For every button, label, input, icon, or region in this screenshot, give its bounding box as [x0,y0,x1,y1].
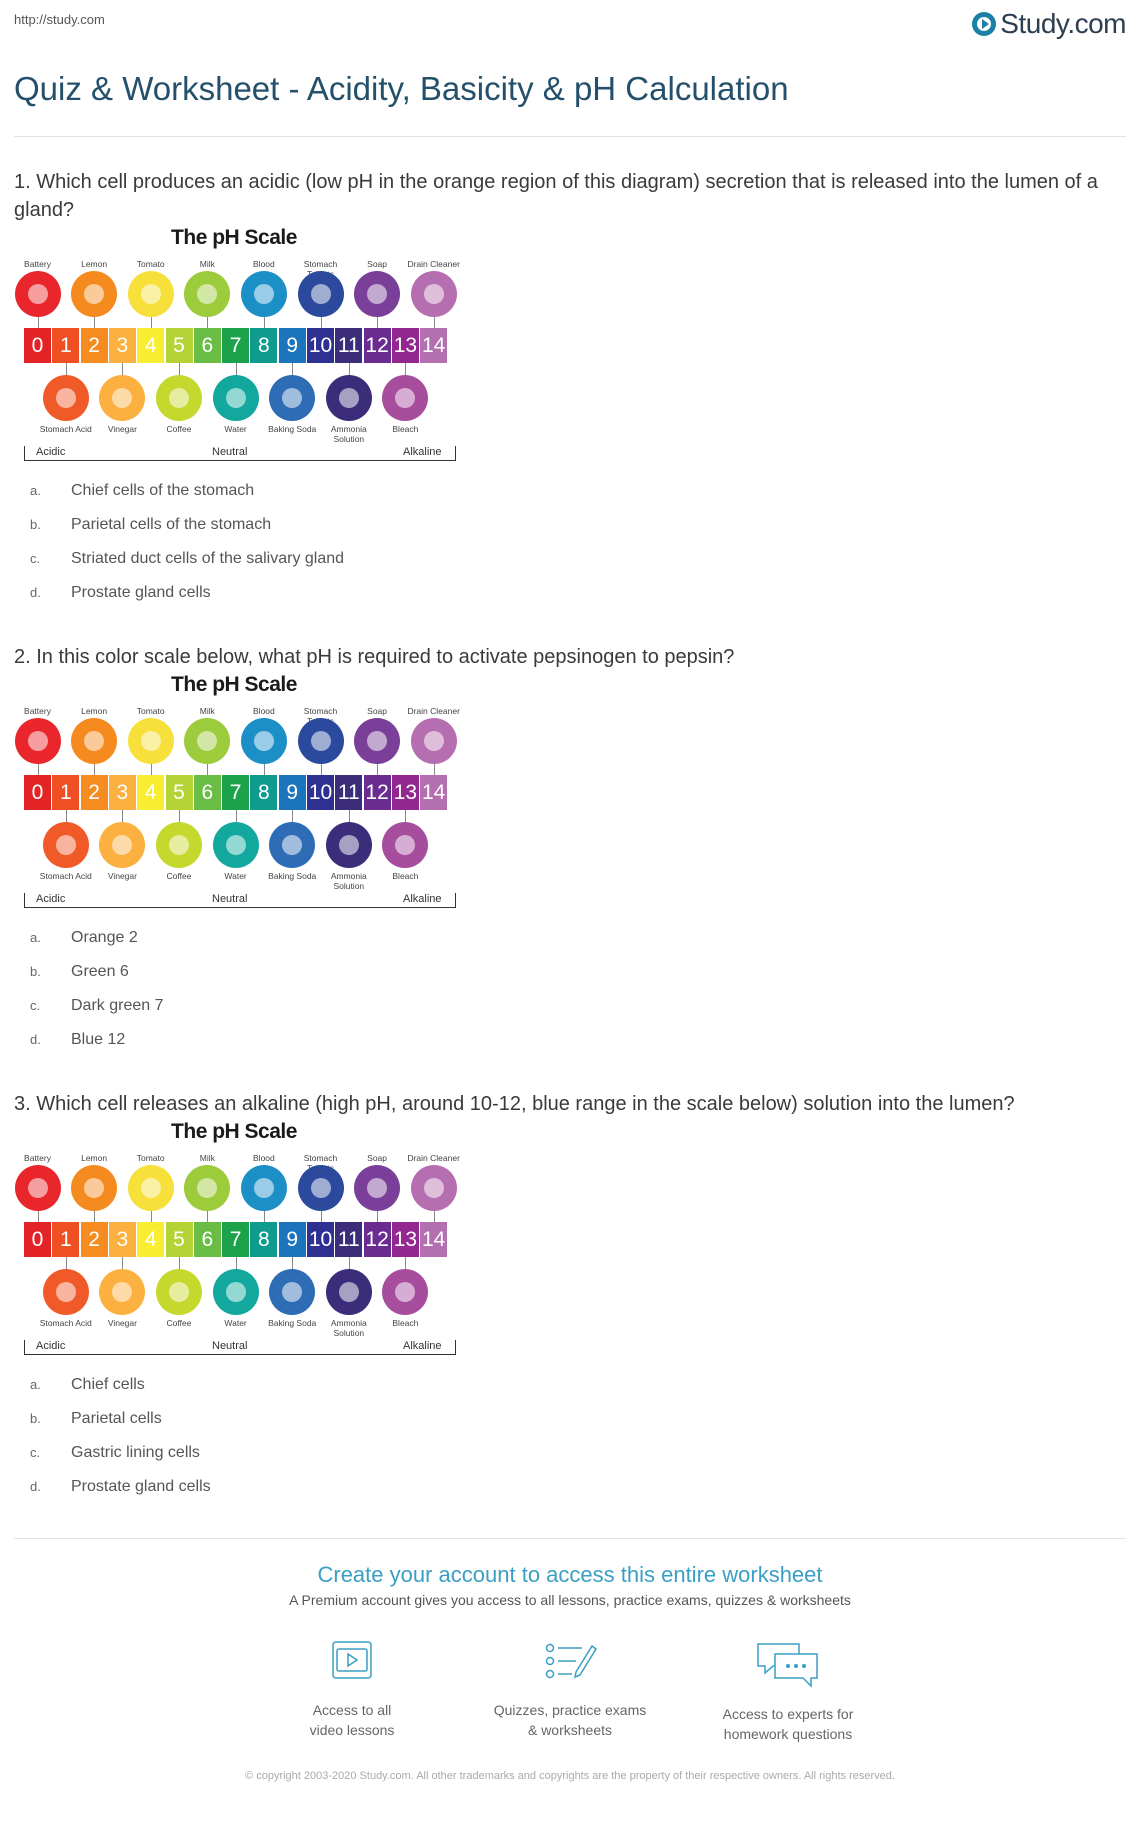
ph-value-box: 4 [137,328,164,363]
soap-icon [354,1165,400,1211]
chat-bubbles-icon [755,1640,821,1690]
stomach-acid-icon [43,1269,89,1315]
ph-value-box: 1 [52,775,79,810]
ph-item-label: Drain Cleaner [407,706,460,716]
option-letter: b. [30,517,41,532]
option-letter: d. [30,585,41,600]
ph-value-box: 12 [364,328,391,363]
ph-axis-tick [24,1340,25,1354]
divider [14,1538,1126,1539]
ph-value-box: 6 [194,328,221,363]
ph-value-box: 9 [279,1222,306,1257]
ph-item-label: Bleach [392,1318,419,1328]
ph-item-label: Water [224,871,247,881]
option-d[interactable] [30,1478,211,1512]
option-b[interactable] [30,516,344,550]
option-text: Prostate gland cells [71,1478,211,1495]
ph-value-box: 1 [52,1222,79,1257]
battery-icon [15,271,61,317]
tomato-icon [128,718,174,764]
ph-item-label: Stomach Acid [39,424,92,434]
milk-icon [184,1165,230,1211]
divider [14,136,1126,137]
ph-axis-tick [24,893,25,907]
ph-item-label: Bleach [392,424,419,434]
ph-item-label: Stomach [303,706,338,716]
stomach-tablets-icon [298,718,344,764]
ph-item-label: Soap [367,706,388,716]
stomach-tablets-icon [298,271,344,317]
ammonia-flask-icon [326,822,372,868]
option-letter: b. [30,1411,41,1426]
option-text: Parietal cells [71,1410,162,1427]
play-circle-icon [972,12,996,36]
bleach-icon [382,822,428,868]
ph-item-label: Blood [253,706,275,716]
ph-item-label: Vinegar [107,1318,137,1328]
question-3-text: 3. Which cell releases an alkaline (high pH, around 10-12, blue range in the scale below) solution into the lumen? [14,1093,1015,1115]
water-icon [213,1269,259,1315]
feature-label-line: Access to all [312,1702,392,1718]
ph-value-box: 2 [81,1222,108,1257]
ph-value-box: 13 [392,775,419,810]
ph-item-label: Lemon [81,259,108,269]
ph-item-label: Lemon [81,1153,108,1163]
option-c[interactable] [30,550,344,584]
option-text: Gastric lining cells [71,1444,200,1461]
ph-value-box: 3 [109,328,136,363]
feature-label-line: video lessons [309,1722,395,1738]
video-lesson-icon [327,1640,377,1686]
ph-value-box: 7 [222,1222,249,1257]
drain-cleaner-icon [411,271,457,317]
ph-value-box: 5 [166,775,193,810]
bleach-icon [382,1269,428,1315]
ph-axis-label-neutral: Neutral [212,446,248,458]
ph-item-label: Stomach Acid [39,1318,92,1328]
option-letter: a. [30,1377,41,1392]
ph-item-label: Baking Soda [268,871,317,881]
option-text: Chief cells of the stomach [71,482,255,499]
ph-item-label: Soap [367,1153,388,1163]
ph-value-box: 14 [420,328,447,363]
ph-value-box: 0 [24,775,51,810]
ph-item-label: Battery [24,259,51,269]
promo-title[interactable]: Create your account to access this entire worksheet [317,1562,823,1587]
ph-item-label: Stomach [303,1153,338,1163]
feature-quizzes [470,1640,670,1740]
option-c[interactable] [30,1444,211,1478]
ph-item-label: Drain Cleaner [407,259,460,269]
option-letter: c. [30,551,41,566]
option-letter: d. [30,1479,41,1494]
ph-value-box: 4 [137,1222,164,1257]
ph-value-box: 12 [364,1222,391,1257]
quiz-checklist-icon [542,1640,598,1686]
option-b[interactable] [30,963,164,997]
ph-item-label: Milk [199,259,215,269]
water-icon [213,822,259,868]
ph-item-label: Coffee [166,871,192,881]
ph-item-label: Water [224,1318,247,1328]
ph-value-box: 10 [307,1222,334,1257]
ph-axis-tick [455,893,456,907]
drain-cleaner-icon [411,718,457,764]
ph-scale-title: The pH Scale [171,226,297,249]
ph-item-label: Coffee [166,424,192,434]
ph-axis-label-alkaline: Alkaline [403,1340,442,1352]
question-3-options [30,1376,211,1512]
option-a[interactable] [30,482,344,516]
ph-value-box: 11 [335,1222,362,1257]
ph-item-label: Baking Soda [268,1318,317,1328]
ammonia-flask-icon [326,1269,372,1315]
blood-tube-icon [241,1165,287,1211]
ph-item-label: Tomato [136,706,165,716]
ph-item-label: Milk [199,1153,215,1163]
ph-axis-label-neutral: Neutral [212,893,248,905]
option-text: Green 6 [71,963,129,980]
ph-item-label: Ammonia Solution [330,1318,367,1338]
question-1-options [30,482,344,618]
ph-value-box: 5 [166,1222,193,1257]
option-c[interactable] [30,997,164,1031]
option-letter: b. [30,964,41,979]
ph-value-box: 0 [24,328,51,363]
ph-value-box: 11 [335,775,362,810]
site-url[interactable]: http://study.com [14,12,105,27]
ph-value-box: 5 [166,328,193,363]
copyright: © copyright 2003-2020 Study.com. All other trademarks and copyrights are the property of their respective owners. All rights reserved. [245,1770,895,1782]
soap-icon [354,718,400,764]
ph-value-box: 10 [307,328,334,363]
ammonia-flask-icon [326,375,372,421]
feature-label-line: homework questions [723,1726,853,1742]
ph-value-box: 6 [194,775,221,810]
ph-item-label: Drain Cleaner [407,1153,460,1163]
ph-item-label: Coffee [166,1318,192,1328]
ph-axis-tick [455,446,456,460]
ph-scale-figure [14,224,479,474]
ph-axis-label-acidic: Acidic [36,446,66,458]
ph-scale-title: The pH Scale [171,1120,297,1143]
coffee-icon [156,822,202,868]
ph-value-box: 13 [392,1222,419,1257]
ph-axis-label-acidic: Acidic [36,1340,66,1352]
ph-value-box: 13 [392,328,419,363]
ph-value-box: 7 [222,328,249,363]
ph-item-label: Tomato [136,1153,165,1163]
baking-soda-icon [269,1269,315,1315]
ph-value-box: 12 [364,775,391,810]
ph-value-box: 11 [335,328,362,363]
feature-experts [688,1640,888,1744]
option-d[interactable] [30,1031,164,1065]
ph-value-box: 10 [307,775,334,810]
ph-value-box: 6 [194,1222,221,1257]
page-title: Quiz & Worksheet - Acidity, Basicity & pH Calculation [14,70,789,107]
logo-text: Study.com [1000,8,1126,39]
ph-item-label: Vinegar [107,424,137,434]
option-text: Striated duct cells of the salivary gland [71,550,345,567]
stomach-acid-icon [43,375,89,421]
soap-icon [354,271,400,317]
option-text: Dark green 7 [71,997,164,1014]
ph-item-label: Baking Soda [268,424,317,434]
ph-value-box: 8 [250,1222,277,1257]
option-text: Chief cells [71,1376,145,1393]
battery-icon [15,1165,61,1211]
ph-item-label: Bleach [392,871,419,881]
stomach-acid-icon [43,822,89,868]
ph-value-box: 3 [109,775,136,810]
option-letter: a. [30,483,41,498]
option-a[interactable] [30,1376,211,1410]
ph-scale-figure [14,671,479,921]
tomato-icon [128,271,174,317]
option-text: Prostate gland cells [71,584,211,601]
feature-label-line: Access to experts for [722,1706,854,1722]
coffee-icon [156,375,202,421]
option-letter: c. [30,1445,41,1460]
ph-axis-line [24,460,456,461]
ph-value-box: 8 [250,775,277,810]
ph-axis-tick [455,1340,456,1354]
study-logo[interactable] [972,8,1126,40]
milk-icon [184,718,230,764]
ph-axis-line [24,1354,456,1355]
ph-item-label: Stomach [303,259,338,269]
option-d[interactable] [30,584,344,618]
ph-item-label: Milk [199,706,215,716]
option-letter: d. [30,1032,41,1047]
lemon-icon [71,271,117,317]
ph-axis-label-alkaline: Alkaline [403,446,442,458]
ph-value-box: 14 [420,1222,447,1257]
ph-value-box: 9 [279,328,306,363]
ph-item-label: Blood [253,1153,275,1163]
option-a[interactable] [30,929,164,963]
ph-item-label: Ammonia Solution [330,871,367,891]
ph-value-box: 1 [52,328,79,363]
option-letter: a. [30,930,41,945]
question-2-text: 2. In this color scale below, what pH is required to activate pepsinogen to pepsin? [14,646,735,668]
ph-value-box: 2 [81,328,108,363]
coffee-icon [156,1269,202,1315]
blood-tube-icon [241,271,287,317]
option-text: Parietal cells of the stomach [71,516,272,533]
blood-tube-icon [241,718,287,764]
vinegar-icon [99,375,145,421]
ph-scale-title: The pH Scale [171,673,297,696]
promo-subtitle: A Premium account gives you access to all lessons, practice exams, quizzes & worksheets [289,1592,851,1608]
milk-icon [184,271,230,317]
ph-item-label: Battery [24,1153,51,1163]
feature-label-line: Quizzes, practice exams [493,1702,647,1718]
option-text: Blue 12 [71,1031,126,1048]
lemon-icon [71,718,117,764]
ph-value-box: 14 [420,775,447,810]
stomach-tablets-icon [298,1165,344,1211]
feature-video-lessons [252,1640,452,1740]
ph-axis-label-neutral: Neutral [212,1340,248,1352]
baking-soda-icon [269,822,315,868]
ph-item-label: Soap [367,259,388,269]
vinegar-icon [99,822,145,868]
ph-value-box: 7 [222,775,249,810]
ph-item-label: Water [224,424,247,434]
question-2-options [30,929,164,1065]
ph-item-label: Lemon [81,706,108,716]
lemon-icon [71,1165,117,1211]
water-icon [213,375,259,421]
ph-item-label: Stomach Acid [39,871,92,881]
vinegar-icon [99,1269,145,1315]
ph-axis-label-acidic: Acidic [36,893,66,905]
bleach-icon [382,375,428,421]
ph-axis-line [24,907,456,908]
ph-item-label: Ammonia Solution [330,424,367,444]
ph-value-box: 9 [279,775,306,810]
ph-item-label: Vinegar [107,871,137,881]
ph-value-box: 0 [24,1222,51,1257]
ph-axis-tick [24,446,25,460]
ph-item-label: Blood [253,259,275,269]
baking-soda-icon [269,375,315,421]
ph-axis-label-alkaline: Alkaline [403,893,442,905]
drain-cleaner-icon [411,1165,457,1211]
option-letter: c. [30,998,41,1013]
ph-item-label: Tomato [136,259,165,269]
option-text: Orange 2 [71,929,138,946]
tomato-icon [128,1165,174,1211]
battery-icon [15,718,61,764]
ph-item-label: Battery [24,706,51,716]
ph-scale-figure [14,1118,479,1368]
ph-value-box: 2 [81,775,108,810]
option-b[interactable] [30,1410,211,1444]
ph-value-box: 8 [250,328,277,363]
ph-value-box: 4 [137,775,164,810]
ph-value-box: 3 [109,1222,136,1257]
feature-label-line: & worksheets [527,1722,613,1738]
question-1-text: 1. Which cell produces an acidic (low pH in the orange region of this diagram) secretion that is released into the lumen of a gland? [14,171,1098,221]
